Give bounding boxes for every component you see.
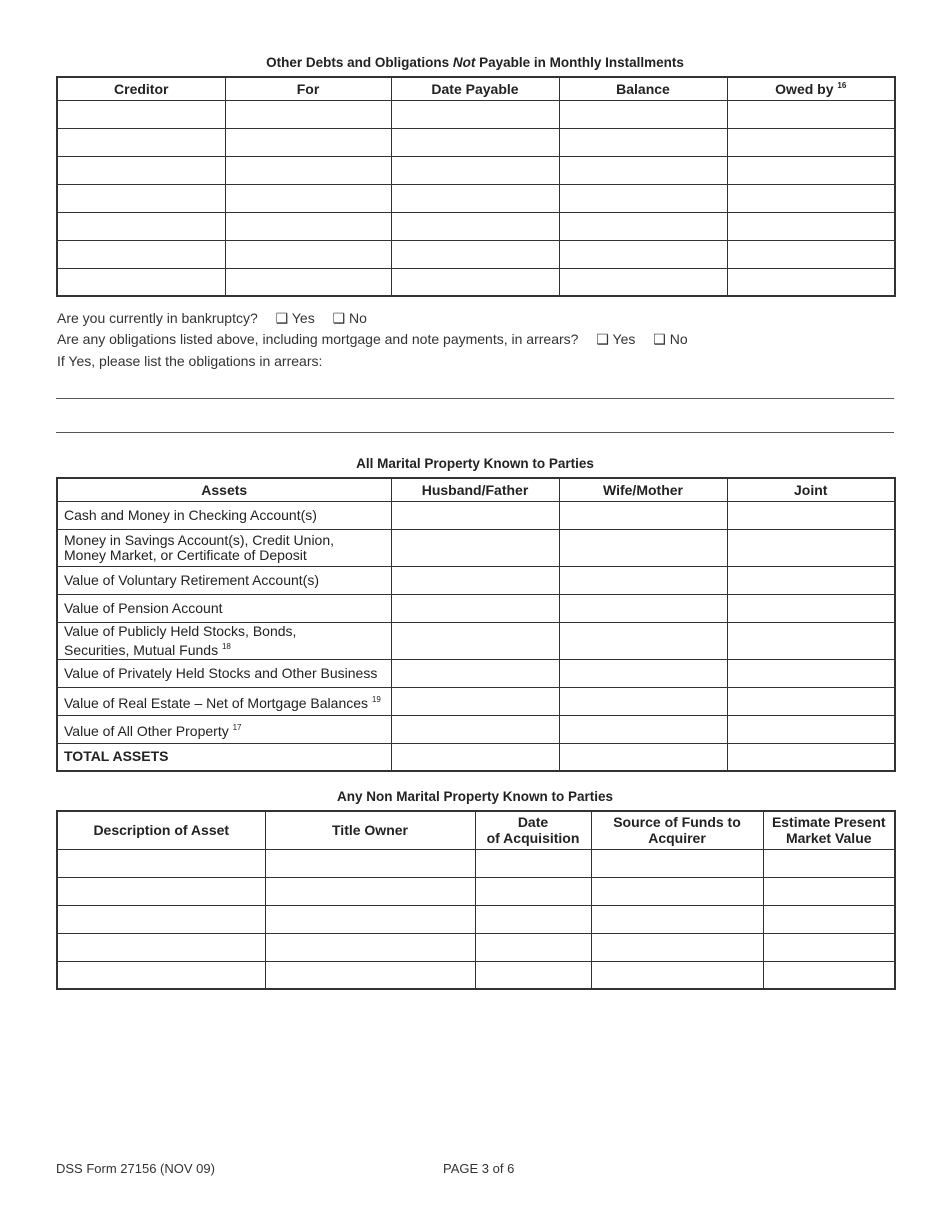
table-row (57, 566, 895, 594)
table-row (57, 659, 895, 687)
asset-label: Value of Real Estate – Net of Mortgage Balances $^{19}$ (57, 687, 391, 715)
entry-cell[interactable] (475, 933, 591, 961)
col-balance: Balance (559, 77, 727, 100)
table-row (57, 961, 895, 989)
list-arrears-label: If Yes, please list the obligations in arrears: (57, 353, 323, 369)
asset-label: Value of Privately Held Stocks and Other Business (57, 659, 391, 687)
bankruptcy-question: Are you currently in bankruptcy? ❑ Yes ❑ No (57, 310, 367, 326)
marital-property-title: All Marital Property Known to Parties (356, 456, 594, 471)
asset-label: Cash and Money in Checking Account(s) (57, 501, 391, 529)
entry-cell[interactable] (475, 905, 591, 933)
marital-property-table (56, 477, 896, 772)
entry-cell[interactable] (391, 622, 559, 659)
table-row (57, 877, 895, 905)
table-row (57, 743, 895, 771)
entry-cell[interactable] (591, 877, 763, 905)
entry-cell[interactable] (57, 268, 225, 296)
non-marital-col-header: Estimate Present Market Value (763, 811, 895, 849)
entry-cell[interactable] (391, 529, 559, 566)
asset-label: Value of Pension Account (57, 594, 391, 622)
entry-cell[interactable] (391, 240, 559, 268)
table-row (57, 184, 895, 212)
entry-cell[interactable] (559, 743, 727, 771)
non-marital-title: Any Non Marital Property Known to Parties (336, 789, 614, 804)
entry-cell[interactable] (57, 128, 225, 156)
entry-cell[interactable] (591, 849, 763, 877)
entry-cell[interactable] (559, 622, 727, 659)
entry-cell[interactable] (391, 212, 559, 240)
table-row (57, 529, 895, 566)
entry-cell[interactable] (727, 268, 895, 296)
arrears-no-checkbox[interactable]: ❑ No (653, 331, 688, 347)
table-row (57, 622, 895, 659)
arrears-question: Are any obligations listed above, including mortgage and note payments, in arrears? ❑ Yes ❑ No (57, 331, 688, 347)
entry-cell[interactable] (475, 849, 591, 877)
table-row (57, 156, 895, 184)
entry-cell[interactable] (727, 100, 895, 128)
entry-cell[interactable] (391, 659, 559, 687)
entry-cell[interactable] (265, 849, 475, 877)
entry-cell[interactable] (727, 240, 895, 268)
non-marital-col-header: Source of Funds to Acquirer (591, 811, 763, 849)
entry-cell[interactable] (391, 156, 559, 184)
entry-cell[interactable] (763, 933, 895, 961)
table-row (57, 715, 895, 743)
entry-cell[interactable] (727, 743, 895, 771)
non-marital-col-header: Date of Acquisition (475, 811, 591, 849)
table-row (57, 905, 895, 933)
entry-cell[interactable] (727, 659, 895, 687)
entry-cell[interactable] (391, 594, 559, 622)
entry-cell[interactable] (57, 961, 265, 989)
entry-cell[interactable] (391, 100, 559, 128)
entry-cell[interactable] (225, 156, 391, 184)
col-joint: Joint (727, 478, 895, 501)
entry-cell[interactable] (391, 128, 559, 156)
entry-cell[interactable] (391, 743, 559, 771)
col-date-payable: Date Payable (391, 77, 559, 100)
entry-cell[interactable] (475, 877, 591, 905)
entry-cell[interactable] (559, 687, 727, 715)
other-debts-table (56, 76, 896, 297)
entry-cell[interactable] (265, 933, 475, 961)
table-row (57, 268, 895, 296)
entry-cell[interactable] (225, 240, 391, 268)
entry-cell[interactable] (559, 566, 727, 594)
entry-cell[interactable] (559, 128, 727, 156)
entry-cell[interactable] (727, 184, 895, 212)
entry-cell[interactable] (559, 659, 727, 687)
entry-cell[interactable] (391, 268, 559, 296)
entry-cell[interactable] (559, 212, 727, 240)
asset-label: TOTAL ASSETS (57, 743, 391, 771)
table-row (57, 849, 895, 877)
other-debts-title: Other Debts and Obligations Not Payable in Monthly Installments (266, 55, 684, 70)
table-row (57, 687, 895, 715)
entry-cell[interactable] (57, 905, 265, 933)
entry-cell[interactable] (727, 529, 895, 566)
entry-cell[interactable] (727, 156, 895, 184)
arrears-line-2[interactable] (56, 432, 894, 433)
entry-cell[interactable] (591, 905, 763, 933)
entry-cell[interactable] (391, 501, 559, 529)
asset-label: Value of Publicly Held Stocks, Bonds, Securities, Mutual Funds $^{18}$ (57, 622, 391, 659)
entry-cell[interactable] (591, 933, 763, 961)
entry-cell[interactable] (559, 268, 727, 296)
arrears-line-1[interactable] (56, 398, 894, 399)
entry-cell[interactable] (559, 529, 727, 566)
table-row (57, 240, 895, 268)
non-marital-col-header: Title Owner (265, 811, 475, 849)
entry-cell[interactable] (727, 566, 895, 594)
entry-cell[interactable] (727, 501, 895, 529)
col-for: For (225, 77, 391, 100)
col-creditor: Creditor (57, 77, 225, 100)
entry-cell[interactable] (265, 905, 475, 933)
entry-cell[interactable] (559, 184, 727, 212)
entry-cell[interactable] (57, 156, 225, 184)
entry-cell[interactable] (763, 877, 895, 905)
table-row (57, 128, 895, 156)
col-wife-mother: Wife/Mother (559, 478, 727, 501)
entry-cell[interactable] (57, 877, 265, 905)
entry-cell[interactable] (475, 961, 591, 989)
entry-cell[interactable] (727, 212, 895, 240)
entry-cell[interactable] (265, 961, 475, 989)
asset-label: Value of All Other Property $^{17}$ (57, 715, 391, 743)
entry-cell[interactable] (727, 128, 895, 156)
entry-cell[interactable] (225, 184, 391, 212)
asset-label: Value of Voluntary Retirement Account(s) (57, 566, 391, 594)
entry-cell[interactable] (225, 128, 391, 156)
entry-cell[interactable] (391, 687, 559, 715)
entry-cell[interactable] (559, 715, 727, 743)
col-assets: Assets (57, 478, 391, 501)
entry-cell[interactable] (559, 156, 727, 184)
entry-cell[interactable] (391, 566, 559, 594)
form-id: DSS Form 27156 (NOV 09) (56, 1161, 215, 1176)
entry-cell[interactable] (591, 961, 763, 989)
table-row (57, 212, 895, 240)
non-marital-property-table (56, 810, 896, 990)
table-row (57, 933, 895, 961)
asset-label: Money in Savings Account(s), Credit Union, Money Market, or Certificate of Deposit (57, 529, 391, 566)
entry-cell[interactable] (763, 849, 895, 877)
entry-cell[interactable] (727, 715, 895, 743)
col-husband-father: Husband/Father (391, 478, 559, 501)
entry-cell[interactable] (225, 212, 391, 240)
entry-cell[interactable] (559, 594, 727, 622)
table-row (57, 501, 895, 529)
entry-cell[interactable] (57, 184, 225, 212)
entry-cell[interactable] (727, 622, 895, 659)
entry-cell[interactable] (559, 240, 727, 268)
entry-cell[interactable] (763, 905, 895, 933)
bankruptcy-yes-checkbox[interactable]: ❑ Yes (275, 310, 315, 326)
entry-cell[interactable] (57, 933, 265, 961)
entry-cell[interactable] (559, 100, 727, 128)
entry-cell[interactable] (391, 184, 559, 212)
entry-cell[interactable] (763, 961, 895, 989)
entry-cell[interactable] (225, 100, 391, 128)
entry-cell[interactable] (727, 687, 895, 715)
col-owed-by: Owed by $^{16}$ (727, 77, 895, 100)
table-row (57, 100, 895, 128)
table-row (57, 594, 895, 622)
bankruptcy-no-checkbox[interactable]: ❑ No (332, 310, 367, 326)
entry-cell[interactable] (57, 849, 265, 877)
arrears-yes-checkbox[interactable]: ❑ Yes (596, 331, 636, 347)
entry-cell[interactable] (57, 100, 225, 128)
entry-cell[interactable] (727, 594, 895, 622)
entry-cell[interactable] (57, 240, 225, 268)
page-number: PAGE 3 of 6 (443, 1161, 515, 1176)
non-marital-col-header: Description of Asset (57, 811, 265, 849)
entry-cell[interactable] (391, 715, 559, 743)
entry-cell[interactable] (559, 501, 727, 529)
entry-cell[interactable] (57, 212, 225, 240)
entry-cell[interactable] (225, 268, 391, 296)
entry-cell[interactable] (265, 877, 475, 905)
